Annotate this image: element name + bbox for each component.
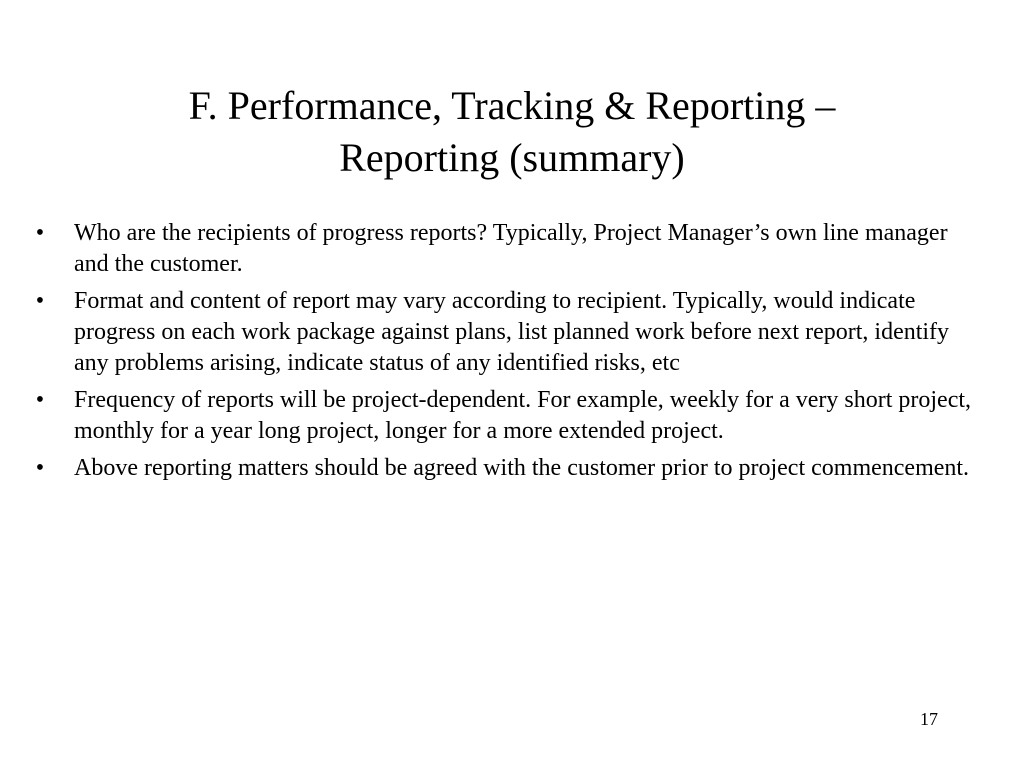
bullet-item-agreement — [30, 453, 980, 484]
page-number: 17 — [920, 709, 938, 729]
bullet-icon: • — [35, 220, 45, 246]
bullet-item-format — [30, 286, 980, 379]
slide-title — [60, 80, 964, 184]
bullet-text: Format and content of report may vary according to recipient. Typically, would indicate progress on each work package against plans, list planned work before next report, identify any problems arising, indicate status of any identified risks, etc — [74, 288, 950, 376]
slide-title-line-2: Reporting (summary) — [339, 135, 685, 180]
bullet-item-frequency — [30, 385, 980, 447]
slide-title-line-1: F. Performance, Tracking & Reporting – — [188, 83, 836, 128]
bullet-text: Above reporting matters should be agreed with the customer prior to project commencement. — [74, 455, 970, 481]
bullet-icon: • — [35, 387, 45, 413]
bullet-text: Frequency of reports will be project-dependent. For example, weekly for a very short project, monthly for a year long project, longer for a more extended project. — [74, 387, 972, 444]
bullet-icon: • — [35, 455, 45, 481]
bullet-list — [30, 218, 980, 490]
bullet-item-recipients — [30, 218, 980, 280]
bullet-icon: • — [35, 288, 45, 314]
bullet-text: Who are the recipients of progress reports? Typically, Project Manager’s own line manager and the customer. — [74, 220, 948, 277]
